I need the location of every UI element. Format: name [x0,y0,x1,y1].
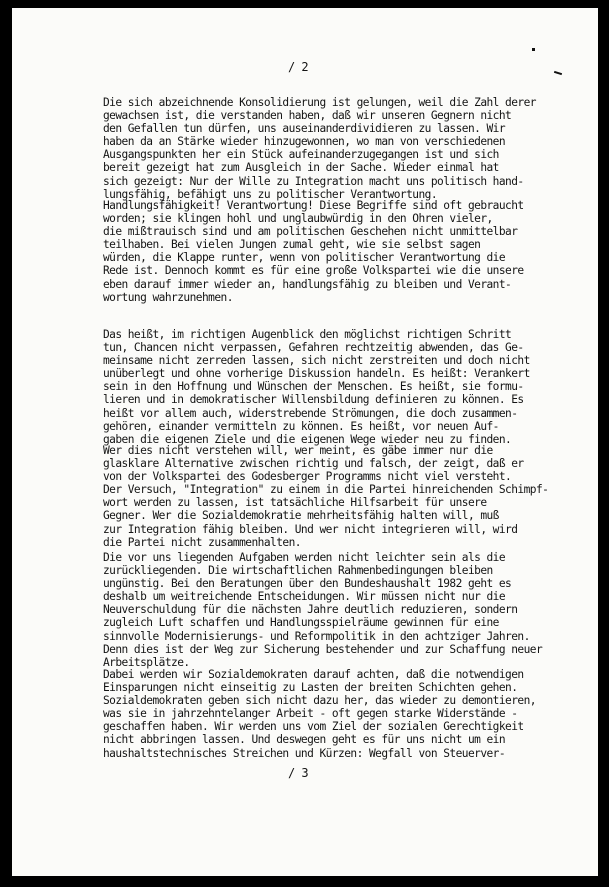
text-line: teilhaben. Bei vielen Jungen zumal geht, wie sie selbst sagen [103,238,481,252]
text-line: Wer dies nicht verstehen will, wer meint, es gäbe immer nur die [103,444,493,457]
text-line: eben darauf immer wieder an, handlungsfähig zu bleiben und Verant- [103,277,512,291]
text-line: Denn dies ist der Weg zur Sicherung bestehender und zur Schaffung neuer [103,642,543,656]
text-line: nicht abbringen lassen. Und deswegen geht es für uns nicht um ein [103,733,506,747]
text-line: ungünstig. Bei den Beratungen über den Bundeshaushalt 1982 geht es [103,577,512,591]
text-line: meinsame nicht zerreden lassen, sich nicht zerstreiten und doch nicht [103,354,530,368]
text-line: Die vor uns liegenden Aufgaben werden nicht leichter sein als die [103,551,506,564]
paragraph-3 [103,328,598,446]
text-line: bereit gezeigt hat zum Ausgleich in der Sache. Wieder einmal hat [103,161,499,175]
paragraph-1 [103,96,598,201]
scan-marks [532,44,562,84]
text-line: sein in den Hoffnung und Wünschen der Menschen. Es heißt, sie formu- [103,380,524,394]
text-line: die mißtrauisch sind und am politischen Geschehen nicht unmittelbar [103,225,518,239]
paragraph-2 [103,199,598,304]
page-number-bottom: / 3 [288,766,309,780]
text-line: Einsparungen nicht einseitig zu Lasten der breiten Schichten gehen. [103,681,518,695]
text-line: Die sich abzeichnende Konsolidierung ist gelungen, weil die Zahl derer [103,96,536,109]
text-line: die Partei nicht zusammenhalten. [103,535,301,549]
text-line: Arbeitsplätze. [103,655,190,669]
paragraph-6 [103,668,598,760]
text-line: den Gefallen tun dürfen, uns auseinanderdividieren zu lassen. Wir [103,122,506,136]
text-line: Neuverschuldung für die nächsten Jahre deutlich reduzieren, sondern [103,603,518,617]
text-line: sich gezeigt: Nur der Wille zu Integration macht uns politisch hand- [103,174,524,188]
text-line: gewachsen ist, die verstanden haben, daß wir unseren Gegnern nicht [103,109,512,123]
paragraph-4 [103,444,598,549]
text-line: Rede ist. Dennoch kommt es für eine große Volkspartei wie die unsere [103,264,524,278]
text-line: unüberlegt und ohne vorherige Diskussion handeln. Es heißt: Verankert [103,367,530,381]
text-line: zurückliegenden. Die wirtschaftlichen Rahmenbedingungen bleiben [103,564,493,578]
text-line: Ausgangspunkten her ein Stück aufeinanderzugegangen ist und sich [103,148,499,162]
text-line: haben da an Stärke wieder hinzugewonnen, wo man von verschiedenen [103,135,506,149]
text-line: zur Integration fähig bleiben. Und wer nicht integrieren will, wird [103,522,518,536]
text-line: glasklare Alternative zwischen richtig und falsch, der zeigt, daß er [103,457,524,471]
page-number-top: / 2 [288,60,309,74]
text-line: Dabei werden wir Sozialdemokraten darauf achten, daß die notwendigen [103,668,524,681]
text-line: würden, die Klappe runter, wenn von politischer Verantwortung die [103,251,506,265]
text-line: geschaffen haben. Wir werden uns vom Ziel der sozialen Gerechtigkeit [103,720,524,734]
text-line: Sozialdemokraten geben sich nicht dazu her, das wieder zu demontieren, [103,694,536,708]
text-line: Handlungsfähigkeit! Verantwortung! Diese Begriffe sind oft gebraucht [103,199,524,212]
text-line: sinnvolle Modernisierungs- und Reformpolitik in den achtziger Jahren. [103,629,530,643]
text-line: was sie in jahrzehntelanger Arbeit - oft gegen starke Widerstände - [103,707,518,721]
text-line: gaben die eigenen Ziele und die eigenen Wege wieder neu zu finden. [103,432,512,446]
text-line: tun, Chancen nicht verpassen, Gefahren rechtzeitig abwenden, das Ge- [103,341,524,355]
paragraph-5 [103,551,598,669]
text-line: worden; sie klingen hohl und unglaubwürdig in den Ohren vieler, [103,212,493,226]
text-line: deshalb um weitreichende Entscheidungen. Wir müssen nicht nur die [103,590,506,604]
text-line: gehören, einander vermitteln zu können. Es heißt, vor neuen Auf- [103,419,499,433]
text-line: heißt vor allem auch, widerstrebende Strömungen, die doch zusammen- [103,406,518,420]
text-line: Das heißt, im richtigen Augenblick den möglichst richtigen Schritt [103,328,512,341]
text-line: Der Versuch, "Integration" zu einem in die Partei hinreichenden Schimpf- [103,483,549,497]
document-page [12,8,598,876]
text-line: lieren und in demokratischer Willensbildung definieren zu können. Es [103,393,524,407]
text-line: Gegner. Wer die Sozialdemokratie mehrheitsfähig halten will, muß [103,509,499,523]
text-line: wort werden zu lassen, ist tatsächliche Hilfsarbeit für unsere [103,496,487,510]
text-line: lungsfähig, befähigt uns zu politischer Verantwortung. [103,187,438,201]
text-line: zugleich Luft schaffen und Handlungsspielräume gewinnen für eine [103,616,499,630]
text-line: haushaltstechnisches Streichen und Kürzen: Wegfall von Steuerver- [103,746,506,760]
text-line: von der Volkspartei des Godesberger Programms nicht viel versteht. [103,470,512,484]
text-line: wortung wahrzunehmen. [103,290,233,304]
